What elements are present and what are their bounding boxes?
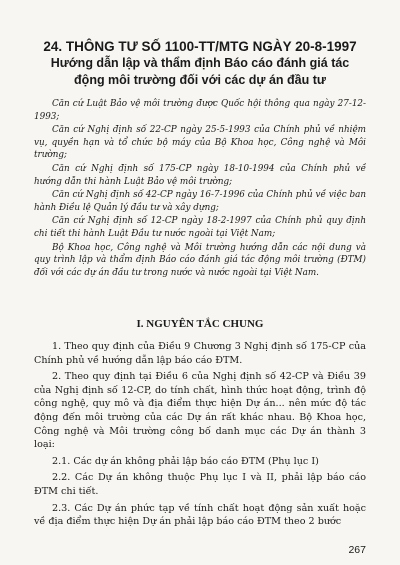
preamble-paragraph: Căn cứ Luật Bảo vệ môi trường được Quốc hội thông qua ngày 27-12-1993; [34,99,366,122]
body-paragraph: 2.2. Các Dự án không thuộc Phụ lục I và II, phải lập báo cáo ĐTM chi tiết. [34,472,366,497]
document-title [20,38,380,89]
title-line-3: động môi trường đối với các dự án đầu tư [74,73,326,87]
preamble-paragraph: Bộ Khoa học, Công nghệ và Môi trường hướng dẫn các nội dung và quy trình lập và thẩm định Báo cáo đánh giá tác động môi trường (ĐTM) đối với các dự án đầu tư trong nước và nước ngoài tại Việt Nam. [34,242,366,278]
body-paragraph: 2. Theo quy định tại Điều 6 của Nghị định số 42-CP và Điều 39 của Nghị định số 12-CP, do tính chất, hình thức hoạt động, trình độ công nghệ, quy mô và địa điểm thực hiện Dự án... nên mức độ tác động đến môi trường của các Dự án rất khác nhau. Bộ Khoa học, Công nghệ và Môi trường công bố danh mục các Dự án thành 3 loại: [34,371,366,451]
body-paragraph: 1. Theo quy định của Điều 9 Chương 3 Nghị định số 175-CP của Chính phủ về hướng dẫn lập báo cáo ĐTM. [34,341,366,366]
preamble [34,98,366,280]
page-number: 267 [348,544,366,556]
preamble-paragraph: Căn cứ Nghị định số 12-CP ngày 18-2-1997 của Chính phủ quy định chi tiết thi hành Luật Đầu tư nước ngoài tại Việt Nam; [34,216,366,239]
preamble-paragraph: Căn cứ Nghị định số 22-CP ngày 25-5-1993 của Chính phủ về nhiệm vụ, quyền hạn và tổ chức bộ máy của Bộ Khoa học, Công nghệ và Môi trường; [34,125,366,161]
body-paragraph: 2.1. Các dự án không phải lập báo cáo ĐTM (Phụ lục I) [52,455,319,467]
preamble-paragraph: Căn cứ Nghị định số 175-CP ngày 18-10-1994 của Chính phủ về hướng dẫn thi hành Luật Bảo vệ môi trường; [34,163,366,187]
preamble-paragraph: Căn cứ Nghị định số 42-CP ngày 16-7-1996 của Chính phủ về việc ban hành Điều lệ Quản lý đầu tư và xây dựng; [34,190,366,213]
title-line-1: 24. THÔNG TƯ SỐ 1100-TT/MTG NGÀY 20-8-1997 [43,39,357,54]
section-heading: I. NGUYÊN TẮC CHUNG [136,318,264,330]
body-paragraph: 2.3. Các Dự án phức tạp về tính chất hoạt động sản xuất hoặc về địa điểm thực hiện Dự án phải lập báo cáo ĐTM theo 2 bước [34,502,366,528]
body-text [34,340,366,532]
title-line-2: Hướng dẫn lập và thẩm định Báo cáo đánh giá tác [50,56,350,70]
